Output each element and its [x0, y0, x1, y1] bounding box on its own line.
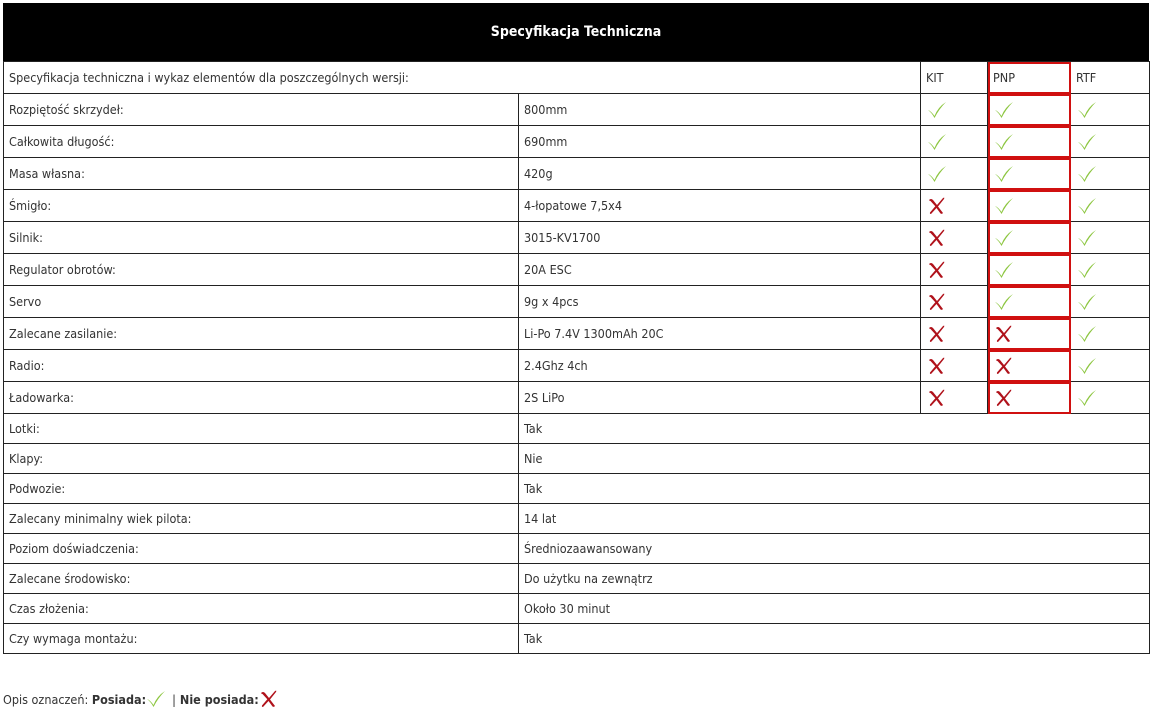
check-icon	[927, 101, 987, 119]
spec-label: Ładowarka:	[4, 382, 519, 414]
mark-cell-rtf	[1071, 318, 1150, 350]
mark-cell-kit	[921, 158, 988, 190]
mark-cell-pnp	[988, 350, 1071, 382]
spec-value: 20A ESC	[519, 254, 921, 286]
header-row	[4, 62, 1150, 94]
spec-label: Lotki:	[4, 414, 519, 444]
mark-cell-rtf	[1071, 158, 1150, 190]
cross-icon	[927, 389, 987, 407]
header-description: Specyfikacja techniczna i wykaz elementów dla poszczególnych wersji:	[4, 62, 921, 94]
check-icon	[994, 165, 1070, 183]
legend-not-label: Nie posiada:	[179, 691, 259, 707]
table-row	[4, 594, 1150, 624]
mark-cell-kit	[921, 254, 988, 286]
check-icon	[927, 133, 987, 151]
spec-value: Nie	[519, 444, 1150, 474]
cross-icon	[994, 357, 1070, 375]
spec-value: Li-Po 7.4V 1300mAh 20C	[519, 318, 921, 350]
mark-cell-rtf	[1071, 94, 1150, 126]
cross-icon	[994, 325, 1070, 343]
check-icon	[1077, 165, 1149, 183]
mark-cell-kit	[921, 94, 988, 126]
mark-cell-rtf	[1071, 190, 1150, 222]
table-row	[4, 318, 1150, 350]
spec-label: Silnik:	[4, 222, 519, 254]
mark-cell-kit	[921, 222, 988, 254]
spec-value: 2S LiPo	[519, 382, 921, 414]
header-version-kit: KIT	[921, 62, 988, 94]
spec-value: Tak	[519, 414, 1150, 444]
check-icon	[994, 133, 1070, 151]
table-row	[4, 158, 1150, 190]
spec-value: Średniozaawansowany	[519, 534, 1150, 564]
spec-title: Specyfikacja Techniczna	[3, 3, 1149, 61]
cross-icon	[259, 690, 279, 708]
spec-value: 4-łopatowe 7,5x4	[519, 190, 921, 222]
check-icon	[927, 165, 987, 183]
legend-prefix: Opis oznaczeń:	[3, 691, 89, 707]
table-row	[4, 624, 1150, 654]
spec-table	[3, 61, 1150, 654]
spec-value: Tak	[519, 624, 1150, 654]
table-row	[4, 564, 1150, 594]
cross-icon	[927, 229, 987, 247]
cross-icon	[927, 293, 987, 311]
mark-cell-kit	[921, 382, 988, 414]
check-icon	[994, 229, 1070, 247]
table-row	[4, 444, 1150, 474]
spec-label: Podwozie:	[4, 474, 519, 504]
spec-value: 3015-KV1700	[519, 222, 921, 254]
spec-table-container	[3, 3, 1149, 654]
check-icon	[1077, 133, 1149, 151]
cross-icon	[994, 389, 1070, 407]
check-icon	[1077, 197, 1149, 215]
cross-icon	[927, 261, 987, 279]
check-icon	[1077, 325, 1149, 343]
mark-cell-pnp	[988, 94, 1071, 126]
spec-label: Całkowita długość:	[4, 126, 519, 158]
table-row	[4, 350, 1150, 382]
mark-cell-pnp	[988, 286, 1071, 318]
check-icon	[1077, 357, 1149, 375]
spec-label: Servo	[4, 286, 519, 318]
spec-label: Zalecane zasilanie:	[4, 318, 519, 350]
table-row	[4, 286, 1150, 318]
spec-value: 9g x 4pcs	[519, 286, 921, 318]
spec-label: Czas złożenia:	[4, 594, 519, 624]
spec-value: Około 30 minut	[519, 594, 1150, 624]
spec-label: Śmigło:	[4, 190, 519, 222]
spec-label: Poziom doświadczenia:	[4, 534, 519, 564]
check-icon	[1077, 293, 1149, 311]
mark-cell-rtf	[1071, 222, 1150, 254]
table-row	[4, 504, 1150, 534]
mark-cell-pnp	[988, 126, 1071, 158]
table-row	[4, 94, 1150, 126]
spec-label: Rozpiętość skrzydeł:	[4, 94, 519, 126]
check-icon	[146, 690, 166, 708]
spec-label: Regulator obrotów:	[4, 254, 519, 286]
mark-cell-rtf	[1071, 382, 1150, 414]
check-icon	[994, 197, 1070, 215]
mark-cell-kit	[921, 126, 988, 158]
table-row	[4, 254, 1150, 286]
spec-value: 2.4Ghz 4ch	[519, 350, 921, 382]
table-row	[4, 534, 1150, 564]
mark-cell-pnp	[988, 222, 1071, 254]
table-row	[4, 414, 1150, 444]
legend	[3, 690, 279, 708]
cross-icon	[927, 197, 987, 215]
check-icon	[1077, 101, 1149, 119]
spec-label: Klapy:	[4, 444, 519, 474]
check-icon	[1077, 389, 1149, 407]
mark-cell-rtf	[1071, 350, 1150, 382]
mark-cell-pnp	[988, 382, 1071, 414]
header-version-pnp: PNP	[988, 62, 1071, 94]
mark-cell-kit	[921, 350, 988, 382]
check-icon	[994, 101, 1070, 119]
check-icon	[1077, 229, 1149, 247]
spec-label: Zalecany minimalny wiek pilota:	[4, 504, 519, 534]
cross-icon	[927, 357, 987, 375]
mark-cell-rtf	[1071, 254, 1150, 286]
spec-label: Masa własna:	[4, 158, 519, 190]
check-icon	[994, 261, 1070, 279]
spec-value: 420g	[519, 158, 921, 190]
check-icon	[994, 293, 1070, 311]
mark-cell-pnp	[988, 190, 1071, 222]
table-row	[4, 474, 1150, 504]
spec-label: Radio:	[4, 350, 519, 382]
spec-label: Zalecane środowisko:	[4, 564, 519, 594]
spec-value: Tak	[519, 474, 1150, 504]
table-row	[4, 222, 1150, 254]
table-row	[4, 126, 1150, 158]
mark-cell-rtf	[1071, 286, 1150, 318]
legend-separator: |	[172, 691, 176, 707]
mark-cell-kit	[921, 190, 988, 222]
legend-has-label: Posiada:	[91, 691, 147, 707]
table-row	[4, 190, 1150, 222]
spec-value: 800mm	[519, 94, 921, 126]
spec-value: 14 lat	[519, 504, 1150, 534]
mark-cell-pnp	[988, 158, 1071, 190]
spec-label: Czy wymaga montażu:	[4, 624, 519, 654]
cross-icon	[927, 325, 987, 343]
mark-cell-pnp	[988, 318, 1071, 350]
mark-cell-kit	[921, 286, 988, 318]
mark-cell-pnp	[988, 254, 1071, 286]
spec-value: 690mm	[519, 126, 921, 158]
check-icon	[1077, 261, 1149, 279]
mark-cell-rtf	[1071, 126, 1150, 158]
table-row	[4, 382, 1150, 414]
mark-cell-kit	[921, 318, 988, 350]
spec-value: Do użytku na zewnątrz	[519, 564, 1150, 594]
header-version-rtf: RTF	[1071, 62, 1150, 94]
